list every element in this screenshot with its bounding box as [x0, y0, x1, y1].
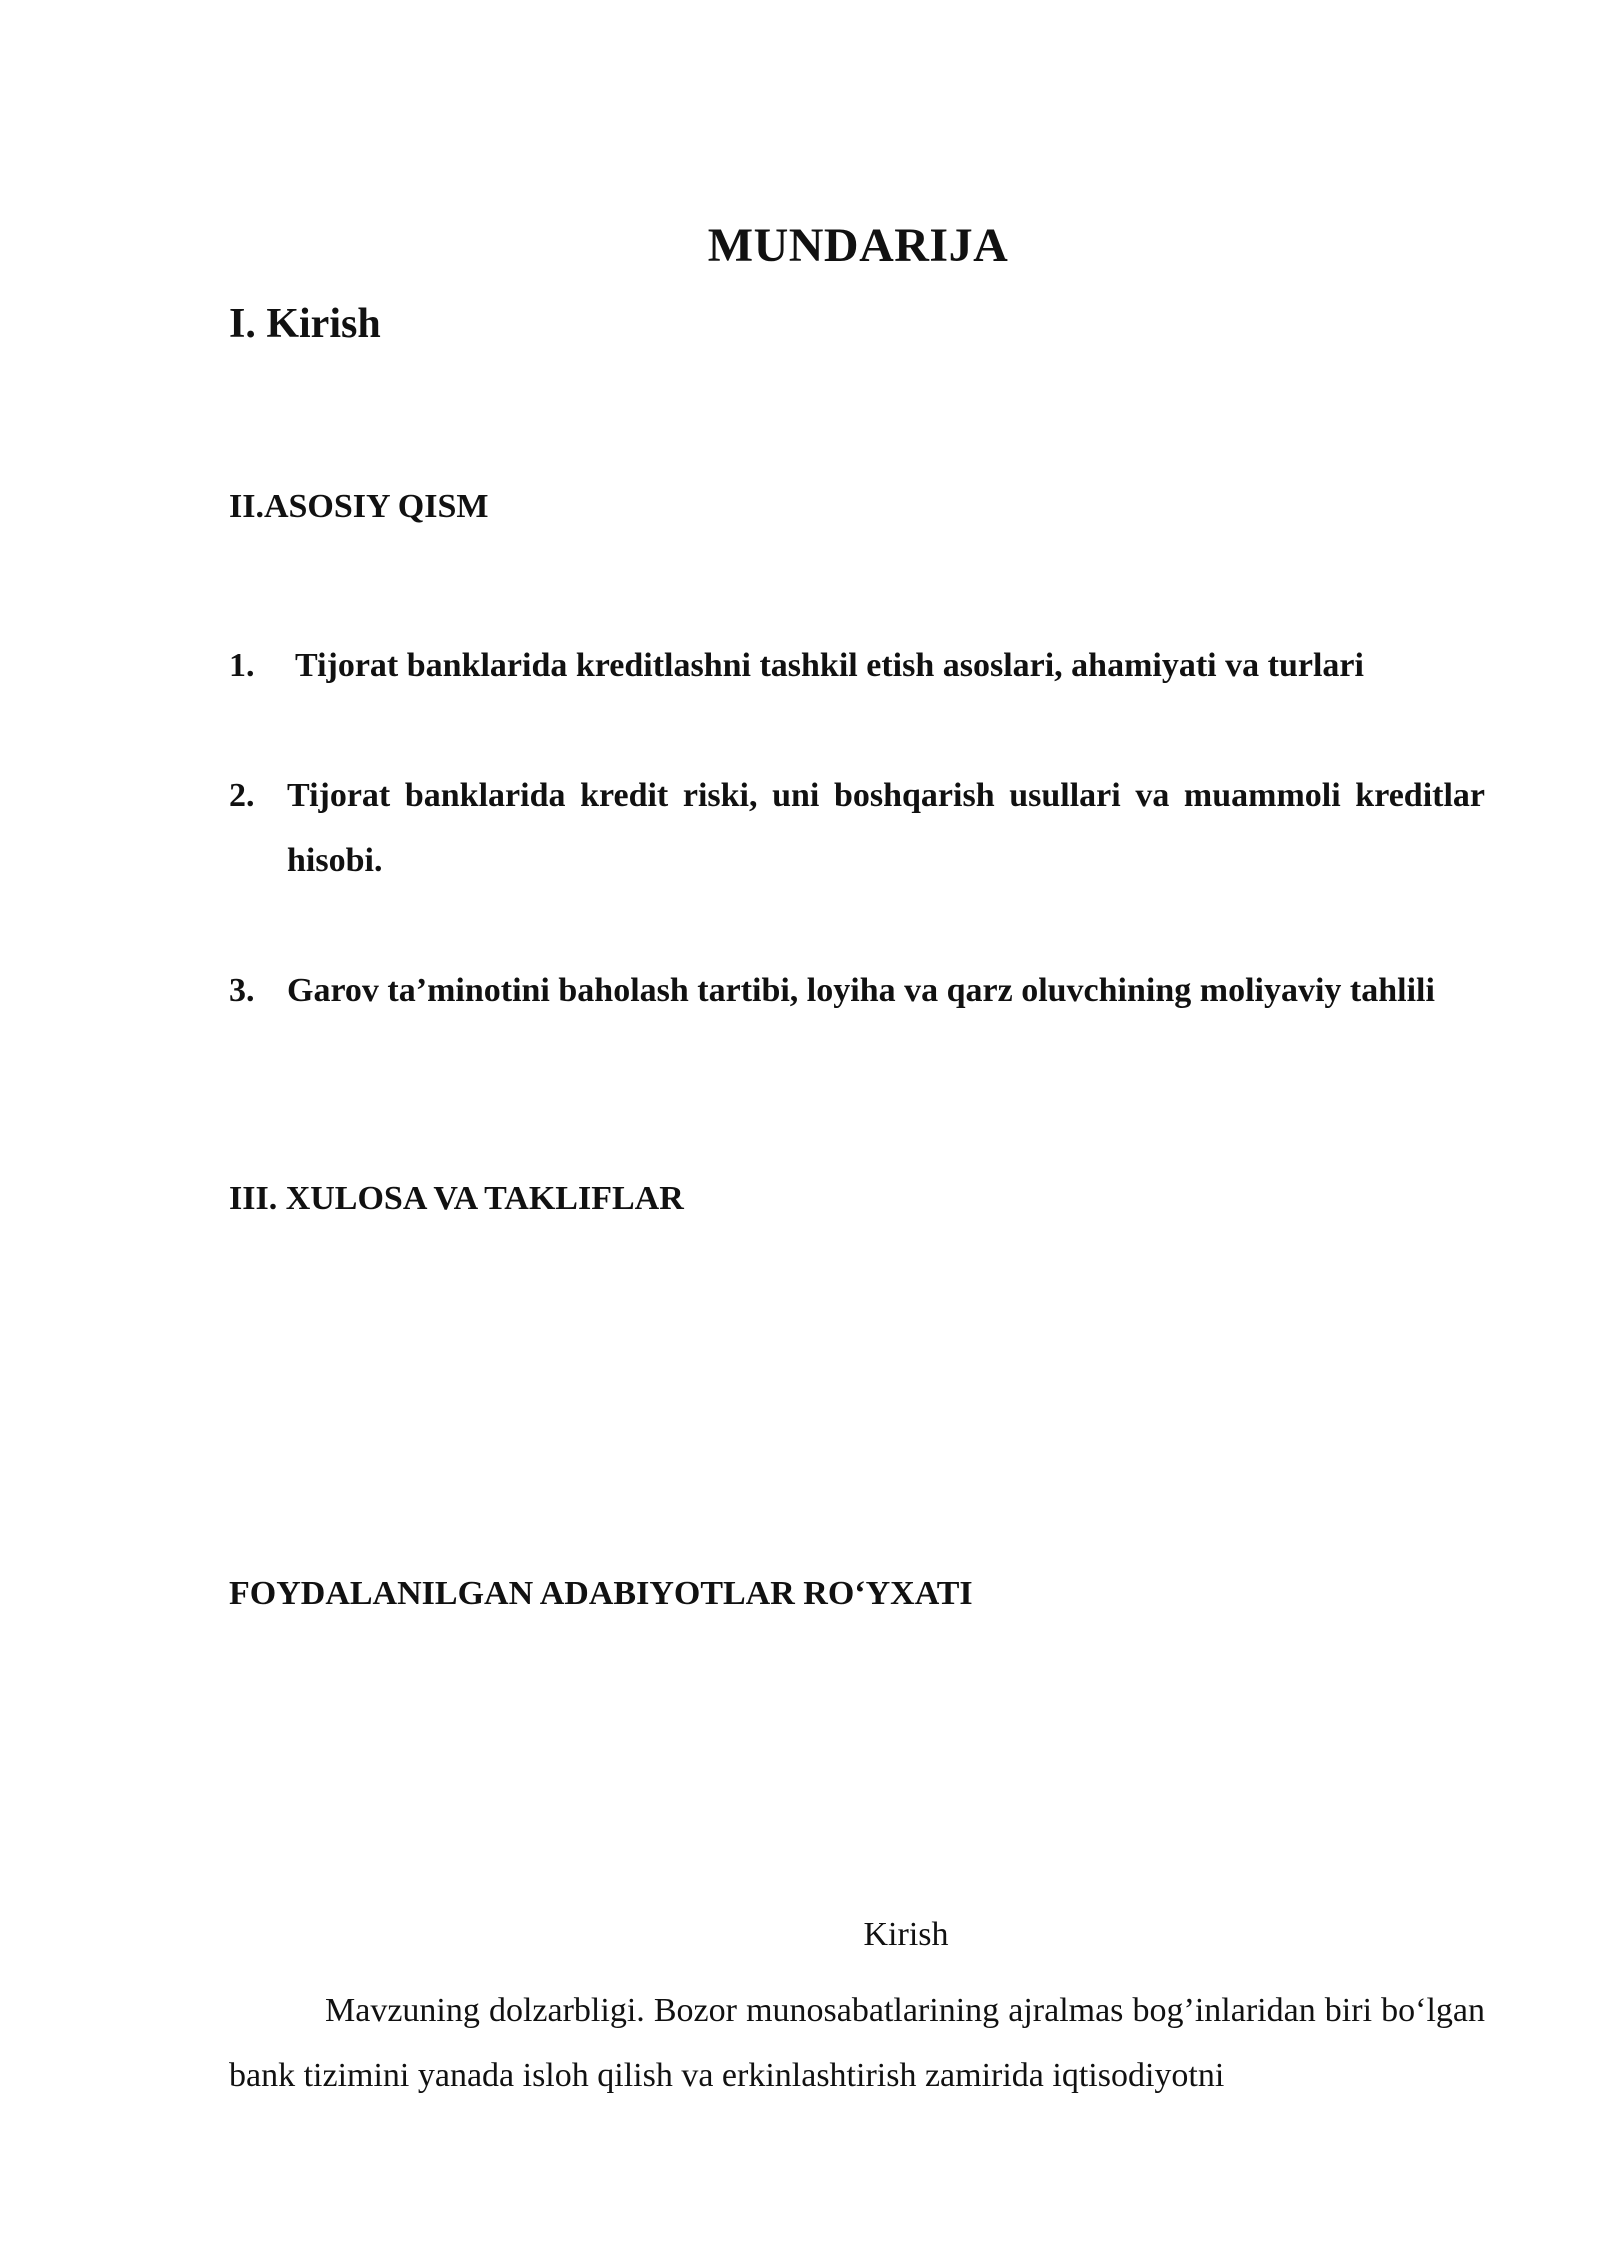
toc-item	[229, 633, 1485, 698]
toc-main-part-heading: II.ASOSIY QISM	[229, 488, 489, 525]
toc-references-heading: FOYDALANILGAN ADABIYOTLAR RO‘YXATI	[229, 1575, 973, 1612]
page-title: MUNDARIJA	[707, 219, 1009, 272]
toc-item-number: 3.	[229, 972, 255, 1009]
toc-item-number: 2.	[229, 777, 255, 814]
body-paragraph: Mavzuning dolzarbligi. Bozor munosabatlarining ajralmas bog’inlaridan biri bo‘lgan bank tizimini yanada isloh qilish va erkinlashtirish zamirida iqtisodiyotni	[229, 1992, 1485, 2094]
toc-intro-heading: I. Kirish	[229, 301, 381, 347]
toc-item	[229, 763, 1485, 893]
toc-item-text: Tijorat banklarida kreditlashni tashkil etish asoslari, ahamiyati va turlari	[295, 647, 1364, 684]
toc-item	[229, 958, 1485, 1023]
toc-item-number: 1.	[229, 647, 255, 684]
toc-item-text: Tijorat banklarida kredit riski, uni boshqarish usullari va muammoli kreditlar hisobi.	[287, 777, 1485, 879]
toc-item-text: Garov ta’minotini baholash tartibi, loyiha va qarz oluvchining moliyaviy tahlili	[287, 972, 1435, 1009]
section-heading: Kirish	[863, 1916, 949, 1953]
toc-conclusion-heading: III. XULOSA VA TAKLIFLAR	[229, 1180, 684, 1217]
